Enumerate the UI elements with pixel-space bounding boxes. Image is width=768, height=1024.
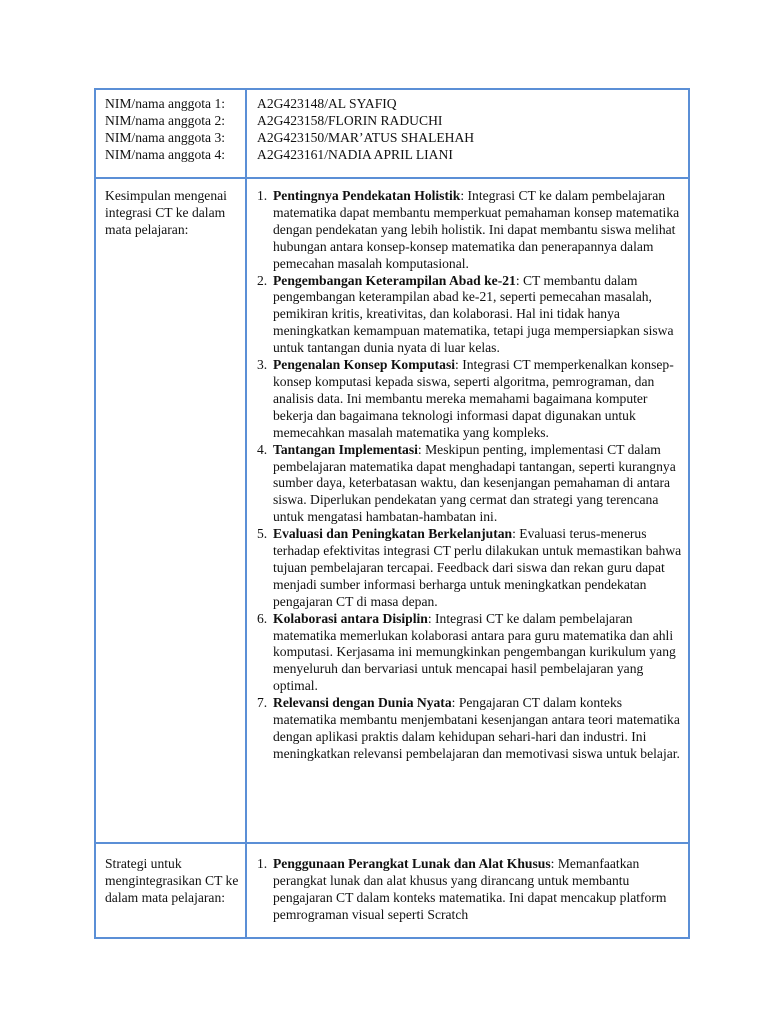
item-text: : Memanfaatkan perangkat lunak dan alat khusus yang dirancang untuk membantu pengajaran CT dalam konteks matematika. Ini dapat mencakup platform pemrograman visual seperti Scratch [273, 856, 667, 922]
item-title: Relevansi dengan Dunia Nyata [273, 695, 452, 711]
strategy-content [246, 843, 689, 938]
item-number: 6. [257, 610, 268, 626]
members-label-cell [95, 89, 246, 178]
list-item [257, 442, 682, 527]
member-label: NIM/nama anggota 2: [105, 112, 226, 128]
item-number: 1. [257, 188, 268, 203]
strategy-row [95, 843, 689, 938]
item-text: : Integrasi CT ke dalam pembelajaran matematika dapat membantu memperkuat pemahaman konsep matematika dengan pendekatan yang lebih holistik. Ini dapat membantu siswa melihat hubungan antara konsep-konsep matematika dan penerapannya dalam pemecahan masalah komputasional. [273, 188, 680, 271]
strategy-label: Strategi untuk mengintegrasikan CT ke dalam mata pelajaran: [95, 843, 246, 938]
item-number: 4. [257, 441, 268, 457]
item-title: Penggunaan Perangkat Lunak dan Alat Khusus [273, 856, 551, 871]
item-text: : Integrasi CT ke dalam pembelajaran matematika memerlukan kolaborasi antara para guru matematika dan ahli komputasi. Kerjasama ini memungkinkan pengembangan kurikulum yang menyeluruh dan bervariasi untuk mencapai hasil pembelajaran yang optimal. [273, 610, 676, 694]
member-value: A2G423158/FLORIN RADUCHI [257, 112, 443, 128]
strategy-list [257, 856, 682, 924]
members-value-cell [246, 89, 689, 178]
list-item [257, 357, 682, 442]
member-label: NIM/nama anggota 3: [105, 129, 226, 145]
item-number: 3. [257, 357, 268, 373]
item-title: Pengenalan Konsep Komputasi [273, 357, 456, 373]
item-number: 2. [257, 272, 268, 288]
item-text: : Integrasi CT memperkenalkan konsep-konsep komputasi kepada siswa, seperti algoritma, pemrograman, dan analisis data. Ini membantu mereka memahami bagaimana komputer bekerja dan bagaimana teknologi informasi dapat digunakan untuk memecahkan masalah matematika yang kompleks. [273, 357, 674, 440]
conclusion-label: Kesimpulan mengenai integrasi CT ke dalam mata pelajaran: [95, 178, 246, 843]
list-item [257, 856, 682, 924]
conclusion-row [95, 178, 689, 843]
member-value: A2G423148/AL SYAFIQ [257, 96, 397, 111]
conclusion-content [246, 178, 689, 843]
item-title: Pengembangan Keterampilan Abad ke-21 [273, 272, 516, 288]
list-item [257, 695, 682, 763]
item-number: 5. [257, 526, 268, 542]
conclusion-list [257, 188, 682, 763]
members-row [95, 89, 689, 178]
member-value: A2G423161/NADIA APRIL LIANI [257, 146, 453, 162]
list-item [257, 526, 682, 611]
list-item [257, 611, 682, 696]
item-text: : Evaluasi terus-menerus terhadap efektivitas integrasi CT perlu dilakukan untuk memastikan bahwa tujuan pembelajaran tercapai. Feedback dari siswa dan rekan guru dapat menjadi sumber informasi berharga untuk meningkatkan pendekatan pengajaran CT di masa depan. [273, 526, 682, 609]
member-label: NIM/nama anggota 4: [105, 146, 226, 162]
item-title: Tantangan Implementasi [273, 441, 418, 457]
list-item [257, 273, 682, 358]
item-text: : Meskipun penting, implementasi CT dalam pembelajaran matematika dapat menghadapi tantangan, seperti kurangnya sumber daya, keterbatasan waktu, dan kesenjangan pemahaman di antara siswa. Diperlukan pendekatan yang cermat dan strategi yang terencana untuk mengatasi hambatan-hambatan ini. [273, 441, 676, 525]
member-label: NIM/nama anggota 1: [105, 96, 226, 111]
item-number: 7. [257, 695, 268, 711]
item-title: Evaluasi dan Peningkatan Berkelanjutan [273, 526, 513, 542]
group-task-table [94, 88, 690, 939]
item-number: 1. [257, 856, 268, 871]
item-title: Pentingnya Pendekatan Holistik [273, 188, 461, 203]
member-value: A2G423150/MAR’ATUS SHALEHAH [257, 129, 475, 145]
list-item [257, 188, 682, 273]
item-text: : CT membantu dalam pengembangan keterampilan abad ke-21, seperti pemecahan masalah, pemikiran kritis, kreativitas, dan kolaborasi. Hal ini tidak hanya meningkatkan kemampuan matematika, tetapi juga mempersiapkan siswa untuk tantangan dunia nyata di luar kelas. [273, 272, 674, 356]
item-text: : Pengajaran CT dalam konteks matematika membantu menjembatani kesenjangan antara teori matematika dengan aplikasi praktis dalam kehidupan sehari-hari dan industri. Ini meningkatkan relevansi pembelajaran dan memotivasi siswa untuk belajar. [273, 695, 680, 761]
item-title: Kolaborasi antara Disiplin [273, 610, 428, 626]
